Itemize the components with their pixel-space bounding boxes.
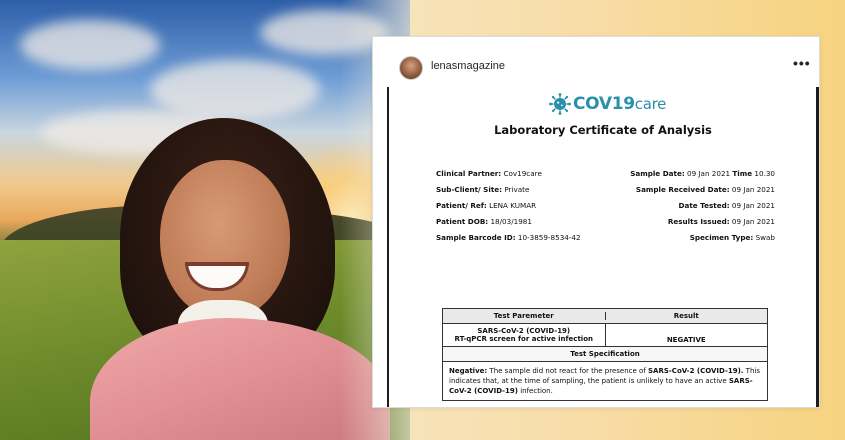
brand-prefix: COV19 (573, 94, 635, 114)
note-text: infection. (517, 387, 553, 395)
note-bold: SARS-CoV-2 (COVID-19) (449, 377, 753, 395)
field-label: Sub-Client/ Site: (436, 185, 503, 194)
field-value: 09 Jan 2021 (687, 169, 731, 178)
field-label: Sample Received Date: (635, 185, 730, 194)
table-row (443, 324, 767, 347)
note-bold: SARS-CoV-2 (COVID-19). (648, 367, 744, 375)
field-label: Date Tested: (678, 201, 730, 210)
test-specification-header: Test Specification (443, 347, 767, 362)
test-method: RT-qPCR screen for active infection (454, 335, 593, 343)
field-label: Specimen Type: (689, 233, 754, 242)
post-header (373, 37, 819, 87)
column-header-result: Result (605, 312, 768, 320)
field-sample-received-date (636, 185, 775, 194)
field-date-tested (679, 201, 775, 210)
brand-suffix: care (634, 95, 667, 113)
field-label: Results Issued: (667, 217, 730, 226)
field-value: 09 Jan 2021 (731, 217, 775, 226)
certificate-document (387, 87, 819, 408)
field-value: Swab (755, 233, 775, 242)
field-label-time: Time (732, 169, 753, 178)
table-header-row (443, 309, 767, 324)
field-label: Patient DOB: (436, 217, 489, 226)
cloud (20, 20, 160, 70)
virus-icon (549, 93, 571, 115)
field-value: Cov19care (503, 169, 542, 178)
field-value: Private (504, 185, 530, 194)
field-patient-dob (436, 217, 532, 226)
field-label: Sample Date: (630, 169, 685, 178)
test-parameter-cell (443, 324, 605, 346)
field-specimen-type (690, 233, 775, 242)
avatar[interactable] (399, 56, 423, 80)
more-horizontal-icon[interactable]: ••• (793, 55, 811, 71)
brand-name (573, 94, 666, 114)
field-value: 09 Jan 2021 (731, 201, 775, 210)
field-value: 10-3859-8534-42 (517, 233, 581, 242)
certificate-title: Laboratory Certificate of Analysis (494, 123, 712, 137)
field-value: 18/03/1981 (490, 217, 532, 226)
field-label: Clinical Partner: (436, 169, 502, 178)
test-specification-row (443, 362, 767, 400)
field-clinical-partner (436, 169, 542, 178)
field-value: LENA KUMAR (489, 201, 537, 210)
note-text: This indicates that, at the time of sampling, the patient is unlikely to have an active (449, 367, 760, 385)
person-face (160, 160, 290, 320)
field-value: 09 Jan 2021 (731, 185, 775, 194)
field-value-time: 10.30 (754, 169, 775, 178)
field-patient-ref (436, 201, 536, 210)
field-label: Sample Barcode ID: (436, 233, 516, 242)
test-specification-note (443, 362, 767, 400)
post-card (372, 36, 820, 408)
field-label: Patient/ Ref: (436, 201, 487, 210)
result-table (442, 308, 768, 401)
note-label: Negative: (449, 367, 488, 375)
field-sample-barcode (436, 233, 581, 242)
note-text: The sample did not react for the presence of (487, 367, 649, 375)
field-results-issued (668, 217, 775, 226)
result-value: NEGATIVE (666, 336, 706, 344)
field-sample-date (630, 169, 775, 178)
field-sub-client (436, 185, 529, 194)
brand-logo (549, 92, 666, 116)
result-cell (605, 324, 768, 346)
username[interactable]: lenasmagazine (431, 60, 505, 72)
column-header-test-parameter: Test Paremeter (493, 312, 554, 320)
background-photo (0, 0, 410, 440)
test-name: SARS-CoV-2 (COVID-19) (477, 327, 571, 335)
